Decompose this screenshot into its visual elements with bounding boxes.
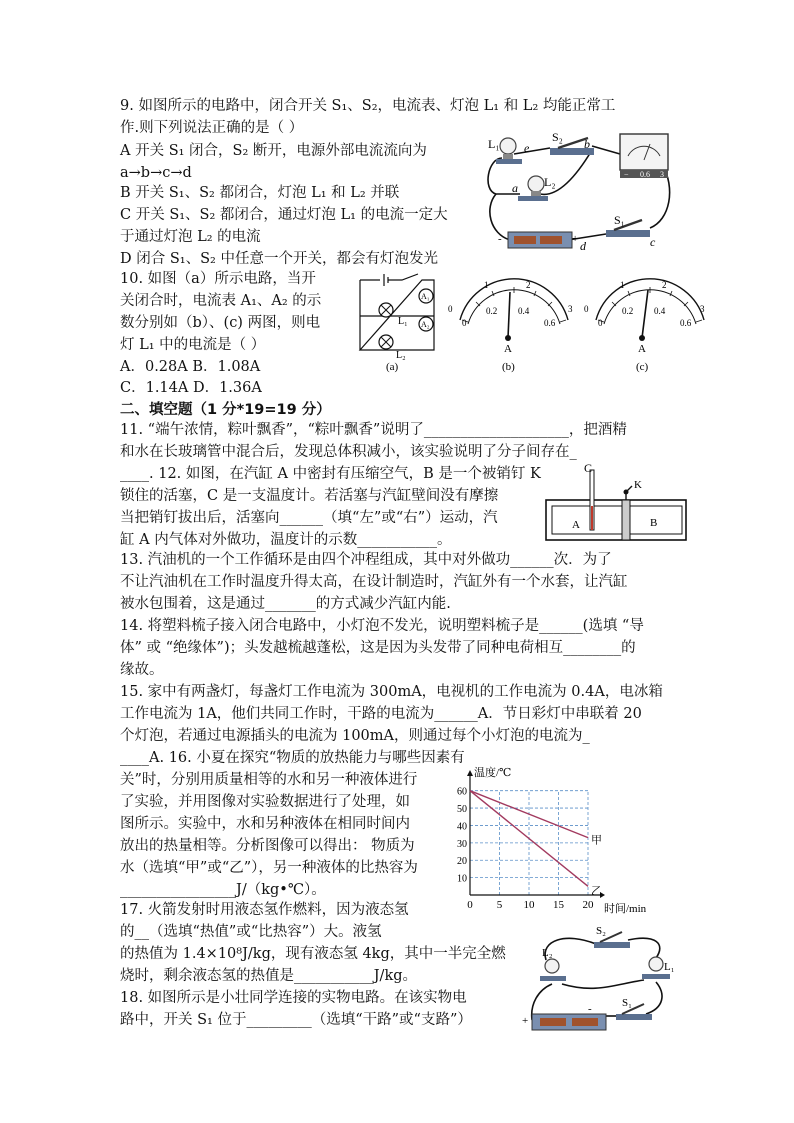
needle-c [642,290,648,338]
label-b: B [650,517,658,529]
x-tick-label: 15 [553,899,564,911]
q16-line-6: 水（选填“甲”或“乙”），另一种液体的比热容为 [120,860,418,876]
chart-tick-labels [457,787,594,911]
label-a: A [572,519,580,531]
q12-line-2: 锁住的活塞，C 是一支温度计。若活塞与汽缸壁间没有摩擦 [120,488,499,504]
label-a: a [512,181,518,195]
q9-line-2: 作.则下列说法正确的是（ ） [120,120,304,136]
q14-line-3: 缘故。 [120,662,164,678]
q16-line-1: ____A. 16. 小夏在探究“物质的放热能力与哪些因素有 [120,750,465,766]
scale-2-top: 2 [526,280,531,290]
label-plus: + [522,1015,529,1027]
scale-0-bottom: 0 [462,318,467,328]
q17-line-4: 烧时，剩余液态氢的热值是___________J/kg。 [120,968,418,984]
q17-line-2: 的__（选填“热值”或“比热容”）大。液氢 [120,924,382,940]
y-tick-label: 60 [457,786,467,798]
q14-line-2: 体” 或 “绝缘体”)；头发越梳越蓬松，这是因为头发带了同种电荷相互________的 [120,640,636,656]
scale-2-top: 2 [662,280,667,290]
y-tick-label: 30 [457,838,467,850]
q10-meter-figure-b [446,276,580,374]
x-tick-label: 20 [582,899,594,911]
piston-icon [622,500,630,540]
series-line-yi [470,791,588,887]
wire [592,146,620,154]
q9-option-d: D 闭合 S₁、S₂ 中任意一个开关，都会有灯泡发光 [120,251,438,267]
y-tick-label: 10 [457,873,467,885]
y-tick-label: 20 [457,856,467,868]
x-axis-label: 时间/min [604,903,647,914]
label-c: C [584,462,593,475]
meter-unit-c: A [638,343,646,355]
q10-options-ab: A．0.28A B．1.08A [120,359,261,375]
q16-line-3: 了实验，并用图像对实验数据进行了处理，如 [120,794,410,810]
q9-line-1: 9. 如图所示的电路中，闭合开关 S₁、S₂，电流表、灯泡 L₁ 和 L₂ 均能正常工 [120,98,616,114]
wire [646,982,662,1014]
scale-0-6-bottom: 0.6 [680,318,692,328]
q9-option-a: A 开关 S₁ 闭合，S₂ 断开，电源外部电流流向为 [120,143,427,159]
q11-line-2: 和水在长玻璃管中混合后，发现总体积减小，该实验说明了分子间存在_ [120,444,577,460]
scale-1-top: 1 [484,280,489,290]
label-b: b [584,137,590,151]
q10-circuit-figure-a [352,270,442,374]
label-l2: L₂ [544,175,556,189]
bulb-l2-icon [540,959,566,981]
q15-line-1: 15. 家中有两盏灯，每盏灯工作电流为 300mA，电视机的工作电流为 0.4A，电冰箱 [120,684,663,700]
y-tick-label: 40 [457,821,467,833]
wire [545,938,596,960]
battery-icon [508,232,572,248]
q12-line-3: 当把销钉拔出后，活塞向______（填“左”或“右”）运动，汽 [120,510,498,526]
scale-0-2-bottom: 0.2 [486,306,498,316]
q9-option-b: B 开关 S₁、S₂ 都闭合，灯泡 L₁ 和 L₂ 并联 [120,185,400,201]
label-minus: - [498,233,502,245]
switch-s1-icon [606,220,650,237]
q10-options-cd: C．1.14A D．1.36A [120,380,262,396]
q9-option-c: C 开关 S₁、S₂ 都闭合，通过灯泡 L₁ 的电流一定大 [120,207,448,223]
label-plus: + [572,233,579,245]
caption-c: (c) [636,361,649,373]
needle-b [508,292,510,338]
q12-line-4: 缸 A 内气体对外做功，温度计的示数___________。 [120,532,452,548]
scale-3-top: 3 [700,304,705,314]
label-l1: L₁ [488,137,500,151]
ammeter-terminal-0-6: 0.6 [640,170,650,179]
label-s2: S₂ [552,130,563,144]
q10-meter-figure-c [582,276,716,374]
y-axis-arrow [467,770,473,776]
q10-line-1: 10. 如图（a）所示电路，当开 [120,271,316,287]
x-tick-label: 5 [496,899,503,911]
scale-0-top: 0 [584,304,589,314]
label-e: e [524,141,530,155]
chart-axes [467,770,605,898]
chart-grid [470,791,588,895]
wire [628,938,660,958]
q16-line-7: ________________J/（kg•℃）。 [120,882,326,898]
y-axis-label: 温度/℃ [474,767,512,779]
series-label-jia: 甲 [591,834,602,847]
section-header-fill-in: 二、填空题（1 分*19=19 分） [120,402,331,418]
label-s1: S₁ [622,997,632,1009]
q16-temperature-chart [452,764,662,914]
q10-line-4: 灯 L₁ 中的电流是（ ） [120,337,266,353]
scale-0-2-bottom: 0.2 [622,306,634,316]
label-l2: L₂ [396,350,406,361]
q18-circuit-figure [516,924,686,1042]
ammeter-terminal-minus: − [624,170,629,179]
scale-0-4-bottom: 0.4 [654,306,666,316]
q12-cylinder-figure [544,462,694,544]
q9-option-c-cont: 于通过灯泡 L₂ 的电流 [120,229,261,245]
q13-line-1: 13. 汽油机的一个工作循环是由四个冲程组成，其中对外做功______次．为了 [120,552,612,568]
q16-line-2: 关”时，分别用质量相等的水和另一种液体进行 [120,772,418,788]
label-minus: - [588,1003,592,1015]
q11-line-1: 11. “端午浓情，粽叶飘香”，“粽叶飘香”说明了____________________，把酒精 [120,422,627,438]
q9-circuit-figure [480,128,680,260]
caption-b: (b) [502,361,515,373]
label-c: c [650,235,656,249]
q10-line-2: 关闭合时，电流表 A₁、A₂ 的示 [120,293,322,309]
label-s2: S₂ [596,925,606,937]
x-tick-label: 10 [523,899,535,911]
q16-line-4: 图所示。实验中，水和另种液体在相同时间内 [120,816,410,832]
x-tick-label: 0 [467,899,473,911]
q18-line-1: 18. 如图所示是小壮同学连接的实物电路。在该实物电 [120,990,467,1006]
y-tick-label: 50 [457,804,467,816]
scale-0-4-bottom: 0.4 [518,306,530,316]
scale-0-top: 0 [448,304,453,314]
bulb-l1-symbol-icon [379,303,393,317]
series-label-yi: 乙 [591,885,602,898]
q18-line-2: 路中，开关 S₁ 位于_________（选填“干路”或“支路”） [120,1012,472,1028]
label-d: d [580,239,586,253]
label-l2: L₂ [542,947,553,959]
ammeter-terminal-3: 3 [660,170,664,179]
label-s1: S₁ [614,213,625,227]
q15-line-2: 工作电流为 1A，他们共同工作时，干路的电流为______A．节日彩灯中串联着 20 [120,706,642,722]
label-a2: A₂ [421,320,430,329]
q12-line-1: ____. 12. 如图，在汽缸 A 中密封有压缩空气，B 是一个被销钉 K [120,466,541,482]
battery-icon [532,1014,606,1030]
caption-a: (a) [386,361,399,373]
scale-0-6-bottom: 0.6 [544,318,556,328]
q17-line-3: 的热值为 1.4×10⁸J/kg，现有液态氢 4kg，其中一半完全燃 [120,946,506,962]
wire [514,148,550,154]
meter-unit-b: A [504,343,512,355]
q13-line-3: 被水包围着，这是通过_______的方式减少汽缸内能. [120,596,451,612]
scale-0-bottom: 0 [598,318,603,328]
label-l1: L₁ [398,316,408,327]
q15-line-3: 个灯泡，若通过电源插头的电流为 100mA，则通过每个小灯泡的电流为_ [120,728,590,744]
wire [562,980,644,988]
scale-1-top: 1 [620,280,625,290]
label-k: K [634,479,642,491]
bulb-l2-symbol-icon [379,335,393,349]
q10-line-3: 数分别如（b）、(c) 两图，则电 [120,315,321,331]
q13-line-2: 不让汽油机在工作时温度升得太高，在设计制造时，汽缸外有一个水套，让汽缸 [120,574,628,590]
q14-line-1: 14. 将塑料梳子接入闭合电路中，小灯泡不发光，说明塑料梳子是______(选填 “导 [120,618,644,634]
bulb-l1-icon [496,138,522,164]
scale-3-top: 3 [568,304,573,314]
label-l1: L₁ [664,961,675,973]
label-a1: A₁ [421,292,430,301]
q16-line-5: 放出的热量相等。分析图像可以得出： 物质为 [120,838,415,854]
q17-line-1: 17. 火箭发射时用液态氢作燃料，因为液态氢 [120,902,409,918]
chart-series [470,791,602,898]
q9-option-a-cont: a→b→c→d [120,165,192,181]
